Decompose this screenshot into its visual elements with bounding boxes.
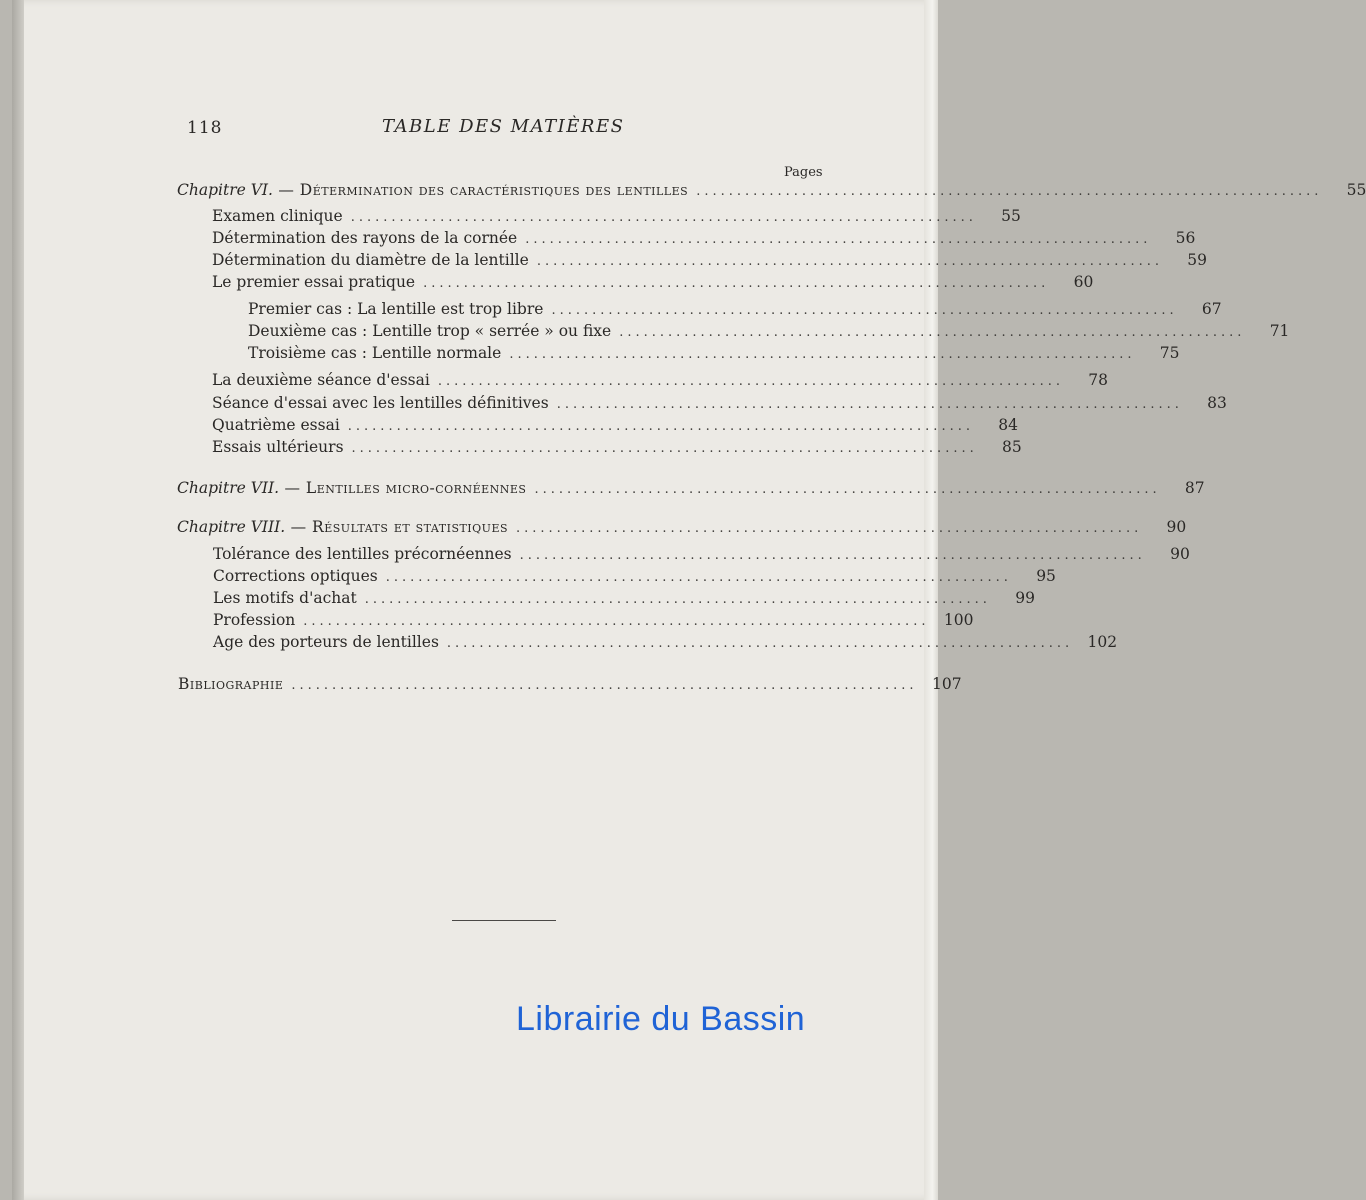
toc-page-number: 75 — [1159, 344, 1180, 362]
toc-page-number: 85 — [1002, 438, 1022, 456]
leader-dots: ............................................................................. — [364, 592, 991, 607]
toc-title: Profession — [213, 611, 296, 629]
toc-entry — [213, 589, 1035, 611]
toc-title: Les motifs d'achat — [213, 589, 357, 607]
toc-entry-chapter-7 — [177, 479, 1205, 501]
toc-entry — [213, 545, 1190, 567]
end-rule — [452, 920, 556, 921]
leader-dots: ............................................................................. — [619, 325, 1246, 340]
chapter-prefix: Chapitre VII. — [177, 479, 280, 497]
leader-dots: ............................................................................. — [525, 232, 1152, 247]
toc-page-number: 84 — [998, 416, 1018, 434]
toc-page-number: 83 — [1207, 394, 1227, 412]
chapter-title: — Lentilles micro-cornéennes — [279, 479, 527, 497]
leader-dots: ............................................................................. — [291, 678, 918, 693]
toc-entry — [212, 371, 1109, 393]
toc-page-number: 99 — [1015, 589, 1035, 607]
toc-title: Premier cas : La lentille est trop libre — [248, 300, 544, 318]
toc-entry — [212, 251, 1208, 273]
toc-page-number: 100 — [943, 611, 974, 629]
leader-dots: ............................................................................. — [551, 303, 1178, 318]
toc-title: Troisième cas : Lentille normale — [248, 344, 502, 362]
toc-page-number: 78 — [1088, 371, 1109, 389]
leader-dots: ............................................................................. — [556, 397, 1183, 412]
toc-page-number: 102 — [1087, 633, 1118, 651]
toc-title: Examen clinique — [212, 207, 343, 225]
toc-title: Détermination du diamètre de la lentille — [212, 251, 529, 269]
toc-title: Quatrième essai — [212, 416, 340, 434]
toc-title: Age des porteurs de lentilles — [213, 633, 439, 651]
toc-page-number: 90 — [1170, 545, 1190, 563]
toc-entry-chapter-6 — [177, 181, 1366, 203]
toc-title: La deuxième séance d'essai — [212, 371, 430, 389]
toc-title: Séance d'essai avec les lentilles définitives — [212, 394, 549, 412]
page-gutter-shadow — [12, 0, 24, 1200]
leader-dots: ............................................................................. — [509, 347, 1136, 362]
leader-dots: ............................................................................. — [516, 521, 1143, 536]
page-number: 118 — [187, 118, 223, 138]
leader-dots: ............................................................................. — [385, 570, 1012, 585]
leader-dots: ............................................................................. — [350, 210, 977, 225]
chapter-title: — Détermination des caractéristiques des lentilles — [272, 181, 689, 199]
toc-entry — [212, 438, 1022, 460]
pages-column-label: Pages — [784, 165, 823, 180]
toc-page-number: 71 — [1269, 322, 1290, 340]
leader-dots: ............................................................................. — [347, 419, 974, 434]
leader-dots: ............................................................................. — [437, 374, 1065, 389]
leader-dots: ............................................................................. — [519, 548, 1146, 563]
toc-title: Tolérance des lentilles précornéennes — [213, 545, 512, 563]
toc-title: Corrections optiques — [213, 567, 378, 585]
toc-title: Détermination des rayons de la cornée — [212, 229, 518, 247]
leader-dots: ............................................................................. — [423, 276, 1050, 291]
toc-page-number: 90 — [1166, 518, 1187, 536]
toc-title: Deuxième cas : Lentille trop « serrée » ou fixe — [248, 322, 612, 340]
toc-page-number: 55 — [1346, 181, 1366, 199]
leader-dots: ............................................................................. — [351, 441, 978, 456]
toc-entry-sub — [248, 300, 1222, 322]
toc-entry — [213, 633, 1118, 655]
leader-dots: ............................................................................. — [536, 254, 1164, 269]
leader-dots: ............................................................................. — [696, 184, 1323, 199]
toc-page-number: 87 — [1184, 479, 1205, 497]
toc-entry-chapter-8 — [177, 518, 1187, 540]
toc-entry — [212, 207, 1021, 229]
toc-title: Essais ultérieurs — [212, 438, 344, 456]
toc-entry — [212, 394, 1227, 416]
leader-dots: ............................................................................. — [446, 636, 1074, 651]
toc-entry — [213, 567, 1056, 589]
toc-page-number: 55 — [1001, 207, 1021, 225]
toc-entry — [212, 229, 1196, 251]
chapter-prefix: Chapitre VI. — [177, 181, 273, 199]
toc-page-number: 67 — [1201, 300, 1222, 318]
toc-page-number: 95 — [1036, 567, 1056, 585]
chapter-title: — Résultats et statistiques — [285, 518, 509, 536]
toc-entry — [212, 273, 1094, 295]
toc-title: Le premier essai pratique — [212, 273, 416, 291]
toc-entry-sub — [248, 322, 1290, 344]
toc-entry — [212, 416, 1018, 438]
toc-page-number: 107 — [931, 675, 962, 693]
leader-dots: ............................................................................. — [534, 482, 1161, 497]
toc-page-number: 60 — [1073, 273, 1094, 291]
toc-entry — [213, 611, 974, 633]
bibliography-title: Bibliographie — [178, 675, 284, 693]
page-title: TABLE DES MATIÈRES — [382, 116, 625, 137]
chapter-prefix: Chapitre VIII. — [177, 518, 286, 536]
toc-entry-sub — [248, 344, 1180, 366]
toc-page-number: 56 — [1175, 229, 1196, 247]
toc-entry-bibliography — [178, 675, 962, 697]
watermark-text: Librairie du Bassin — [516, 1000, 806, 1038]
leader-dots: ............................................................................. — [303, 614, 930, 629]
toc-page-number: 59 — [1187, 251, 1208, 269]
